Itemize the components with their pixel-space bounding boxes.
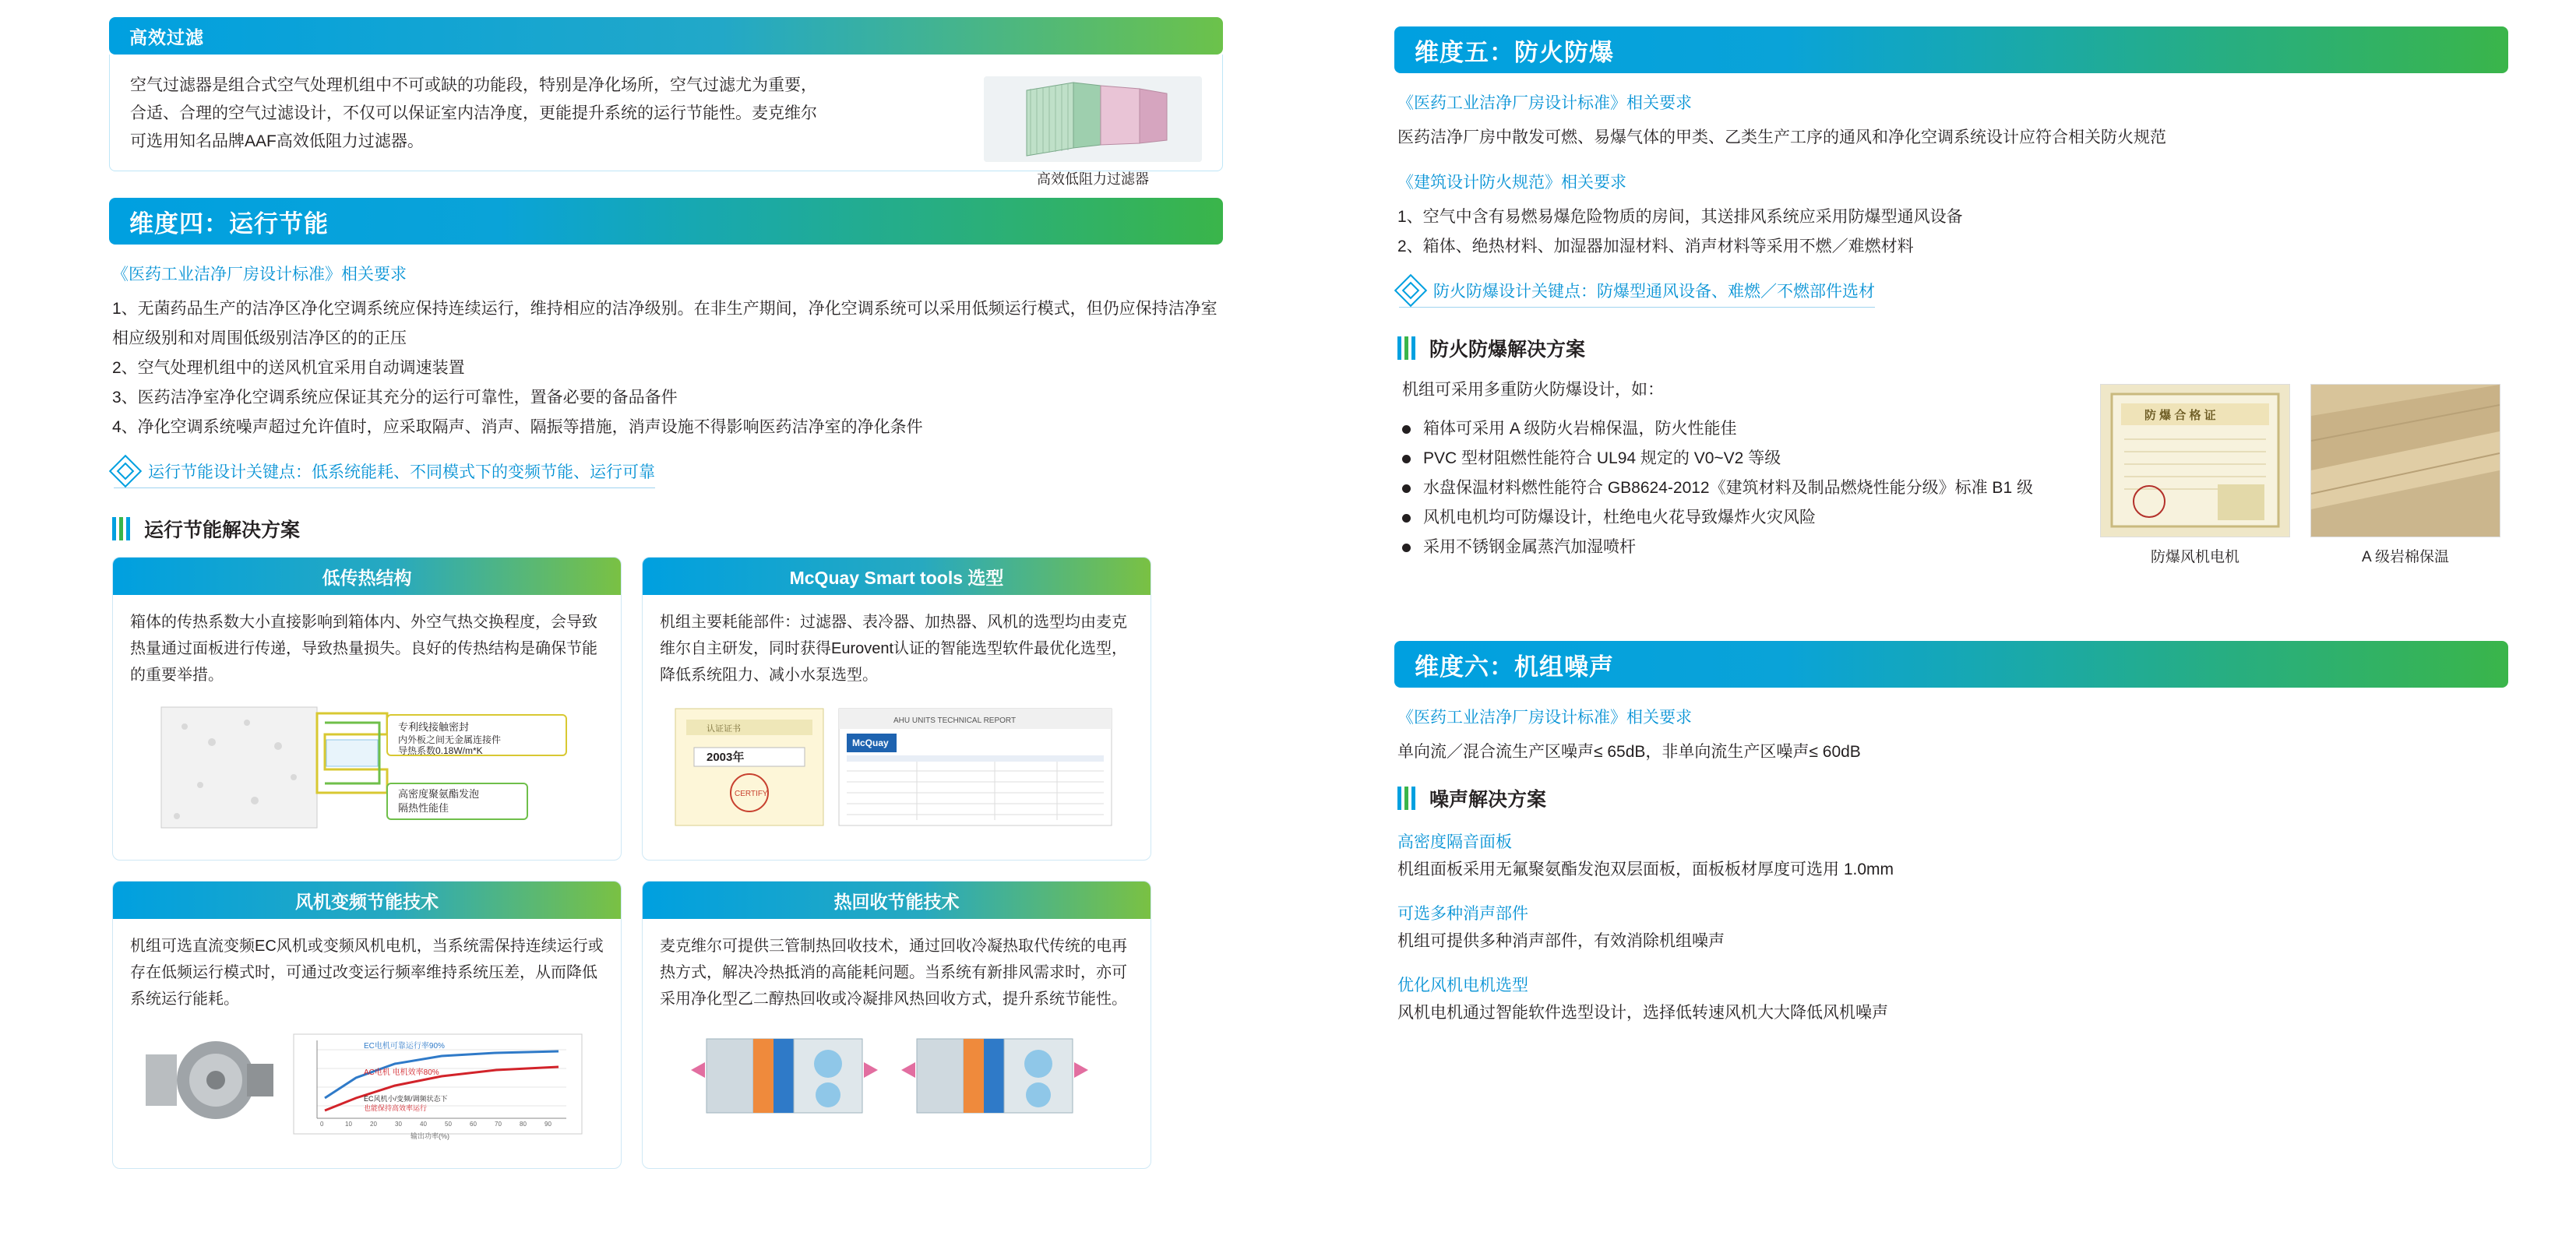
bullet-dot-icon [1402,425,1411,434]
filter-image-block [984,76,1202,188]
dimension-four-req-4: 4、净化空调系统噪声超过允许值时，应采取隔声、消声、隔振等措施，消声设施不得影响医药洁净室的净化条件 [112,418,923,436]
card-fan-vfd-text: 机组可选直流变频EC风机或变频风机电机，当系统需保持连续运行或存在低频运行模式时，可通过改变运行频率维持系统压差，从而降低系统运行能耗。 [130,938,604,1008]
svg-text:认证证书: 认证证书 [707,724,741,734]
card-heat-recovery-text: 麦克维尔可提供三管制热回收技术，通过回收冷凝热取代传统的电再热方式，解决冷热抵消的高能耗问题。当系统有新排风需求时，亦可采用净化型乙二醇热回收或冷凝排风热回收方式，提升系统节能性。 [660,938,1127,1008]
dimension-four-title: 维度四：运行节能 [109,198,1223,245]
dimension-four-standard-title: 《医药工业洁净厂房设计标准》相关要求 [112,266,407,283]
dimension-four-cards [112,557,1223,1169]
dimension-five-standard-text-2b: 2、箱体、绝热材料、加湿器加湿材料、消声材料等采用不燃／难燃材料 [1397,238,1914,255]
svg-text:防 爆 合 格 证: 防 爆 合 格 证 [2144,409,2216,422]
noise-item-3-text: 风机电机通过智能软件选型设计，选择低转速风机大大降低风机噪声 [1397,1004,1888,1022]
svg-text:McQuay: McQuay [852,737,889,748]
svg-text:CERTIFY: CERTIFY [735,790,768,798]
filter-section [109,17,1223,187]
list-item [1402,474,2080,502]
noise-item-3-sub: 优化风机电机选型 [1397,977,1528,994]
dimension-five-bullets [1402,415,2080,561]
right-column [1394,0,2508,1032]
photo-rock-wool [2310,384,2500,566]
dimension-four-req-3: 3、医药洁净室净化空调系统应保证其充分的运行可靠性，置备必要的备品备件 [112,389,678,407]
photo-caption: 防爆风机电机 [2150,549,2239,565]
card-smart-tools-title: McQuay Smart tools 选型 [643,558,1151,595]
photo-caption: A 级岩棉保温 [2362,549,2449,565]
svg-text:导热系数0.18W/m*K: 导热系数0.18W/m*K [398,745,483,756]
dimension-five-standard-text-1: 医药洁净厂房中散发可燃、易爆气体的甲类、乙类生产工序的通风和净化空调系统设计应符合相关防火规范 [1397,128,2166,146]
card-smart-tools [642,557,1151,861]
dimension-four-solution-title: 运行节能解决方案 [144,519,301,541]
dimension-six-standard-title: 《医药工业洁净厂房设计标准》相关要求 [1397,709,1692,727]
dimension-five-solution-title: 防火防爆解决方案 [1429,339,1586,361]
triple-bar-icon [1397,787,1418,810]
dimension-five-intro: 机组可采用多重防火防爆设计，如： [1402,381,1664,399]
dimension-five-standard-text-2a: 1、空气中含有易燃易爆危险物质的房间，其送排风系统应采用防爆型通风设备 [1397,208,1963,226]
card-fan-vfd [112,881,622,1169]
photo-explosion-proof-motor [2100,384,2290,566]
list-item [1402,504,2080,532]
filter-section-body [109,55,1223,187]
dimension-five-section [1394,26,2508,610]
svg-text:40: 40 [420,1121,427,1128]
noise-item-1-text: 机组面板采用无氟聚氨酯发泡双层面板，面板板材厚度可选用 1.0mm [1397,861,1894,878]
svg-text:50: 50 [445,1121,452,1128]
card-fan-vfd-body [113,919,621,1168]
bullet-dot-icon [1402,544,1411,552]
svg-text:AHU UNITS TECHNICAL REPORT: AHU UNITS TECHNICAL REPORT [893,716,1017,725]
photo-image [2100,384,2290,537]
svg-text:EC风机小/变频/调频状态下: EC风机小/变频/调频状态下 [364,1095,448,1103]
card-fan-vfd-title: 风机变频节能技术 [113,882,621,919]
svg-text:输出功率(%): 输出功率(%) [411,1132,449,1140]
noise-item-2-sub: 可选多种消声部件 [1397,905,1528,923]
card-heat-recovery-body [643,919,1151,1153]
svg-text:30: 30 [395,1121,402,1128]
filter-illustration [984,76,1202,162]
dimension-five-solution-heading [1397,334,2508,362]
svg-text:内外板之间无金属连接件: 内外板之间无金属连接件 [398,734,502,745]
card-fan-vfd-figure [130,1023,604,1148]
svg-text:EC电机可靠运行率90%: EC电机可靠运行率90% [364,1042,445,1051]
svg-text:80: 80 [520,1121,527,1128]
dimension-four-keypoint [114,459,655,488]
dimension-six-items [1394,829,2508,1027]
dimension-four-keypoint-text: 运行节能设计关键点：低系统能耗、不同模式下的变频节能、运行可靠 [148,463,655,481]
dimension-five-standard-title-2: 《建筑设计防火规范》相关要求 [1397,174,1626,192]
filter-image-caption: 高效低阻力过滤器 [1037,171,1149,187]
filter-section-text: 空气过滤器是组合式空气处理机组中不可或缺的功能段，特别是净化场所，空气过滤尤为重要，合适、合理的空气过滤设计，不仅可以保证室内洁净度，更能提升系统的运行节能性。麦克维尔可选用知名品牌AAF高效低阻力过滤器。 [130,76,817,150]
bullet-text: 采用不锈钢金属蒸汽加湿喷杆 [1423,538,1636,556]
bullet-dot-icon [1402,455,1411,463]
svg-text:90: 90 [544,1121,551,1128]
svg-text:专利线接触密封: 专利线接触密封 [398,721,470,733]
card-low-heat-transfer-figure [130,699,604,839]
card-heat-recovery-title: 热回收节能技术 [643,882,1151,919]
diamond-icon [109,455,142,487]
dimension-four-req-1: 1、无菌药品生产的洁净区净化空调系统应保持连续运行，维持相应的洁净级别。在非生产期间，净化空调系统可以采用低频运行模式，但仍应保持洁净室相应级别和对周围低级别洁净区的的正压 [112,300,1218,347]
svg-text:20: 20 [370,1121,377,1128]
list-item [1402,533,2080,561]
card-low-heat-transfer-title: 低传热结构 [113,558,621,595]
svg-text:AC电机 电机效率80%: AC电机 电机效率80% [364,1068,439,1077]
bullet-dot-icon [1402,514,1411,523]
svg-text:10: 10 [345,1121,352,1128]
dimension-six-solution-title: 噪声解决方案 [1429,789,1547,811]
card-smart-tools-figure [660,699,1133,839]
card-low-heat-transfer [112,557,622,861]
dimension-five-title: 维度五：防火防爆 [1394,26,2508,73]
card-low-heat-transfer-body [113,595,621,860]
card-smart-tools-body [643,595,1151,860]
bullet-dot-icon [1402,484,1411,493]
bullet-text: PVC 型材阻燃性能符合 UL94 规定的 V0~V2 等级 [1423,449,1781,467]
left-column [109,0,1223,1169]
dimension-four-section [109,198,1223,1169]
filter-photo [984,76,1202,162]
filter-section-title: 高效过滤 [109,17,1223,55]
dimension-four-solution-heading [112,515,1223,543]
dimension-five-keypoint-text: 防火防爆设计关键点：防爆型通风设备、难燃／不燃部件选材 [1433,283,1875,301]
dimension-six-standard-text: 单向流／混合流生产区噪声≤ 65dB，非单向流生产区噪声≤ 60dB [1397,743,1861,761]
dimension-six-solution-heading [1397,784,2508,812]
noise-item-1-sub: 高密度隔音面板 [1397,833,1512,851]
dimension-five-keypoint [1399,279,1875,308]
svg-text:2003年: 2003年 [707,751,745,764]
bullet-text: 水盘保温材料燃性能符合 GB8624-2012《建筑材料及制品燃烧性能分级》标准 B1 级 [1423,479,2033,497]
dimension-four-req-2: 2、空气处理机组中的送风机宜采用自动调速装置 [112,359,465,377]
list-item [1402,415,2080,443]
noise-item-2-text: 机组可提供多种消声部件，有效消除机组噪声 [1397,932,1725,950]
bullet-text: 箱体可采用 A 级防火岩棉保温，防火性能佳 [1423,420,1737,438]
dimension-five-standard-title-1: 《医药工业洁净厂房设计标准》相关要求 [1397,94,1692,112]
dimension-six-section [1394,641,2508,1027]
dimension-five-photos [2100,384,2500,566]
card-low-heat-transfer-text: 箱体的传热系数大小直接影响到箱体内、外空气热交换程度，会导致热量通过面板进行传递，导致热量损失。良好的传热结构是确保节能的重要举措。 [130,614,597,684]
svg-text:70: 70 [495,1121,502,1128]
dimension-five-solution-body [1394,376,2508,610]
svg-text:60: 60 [470,1121,477,1128]
card-heat-recovery-figure [660,1023,1133,1132]
triple-bar-icon [1397,336,1418,360]
card-heat-recovery [642,881,1151,1169]
svg-text:隔热性能佳: 隔热性能佳 [398,802,449,814]
diamond-icon [1394,274,1427,307]
card-smart-tools-text: 机组主要耗能部件：过滤器、表冷器、加热器、风机的选型均由麦克维尔自主研发，同时获得Eurovent认证的智能选型软件最优化选型，降低系统阻力、减小水泵选型。 [660,614,1128,684]
photo-image [2310,384,2500,537]
triple-bar-icon [112,517,133,540]
svg-text:高密度聚氨酯发泡: 高密度聚氨酯发泡 [398,788,480,800]
svg-text:0: 0 [320,1121,324,1128]
svg-text:也能保持高效率运行: 也能保持高效率运行 [364,1104,428,1112]
dimension-six-title: 维度六：机组噪声 [1394,641,2508,688]
bullet-text: 风机电机均可防爆设计，杜绝电火花导致爆炸火灾风险 [1423,509,1816,526]
list-item [1402,445,2080,473]
